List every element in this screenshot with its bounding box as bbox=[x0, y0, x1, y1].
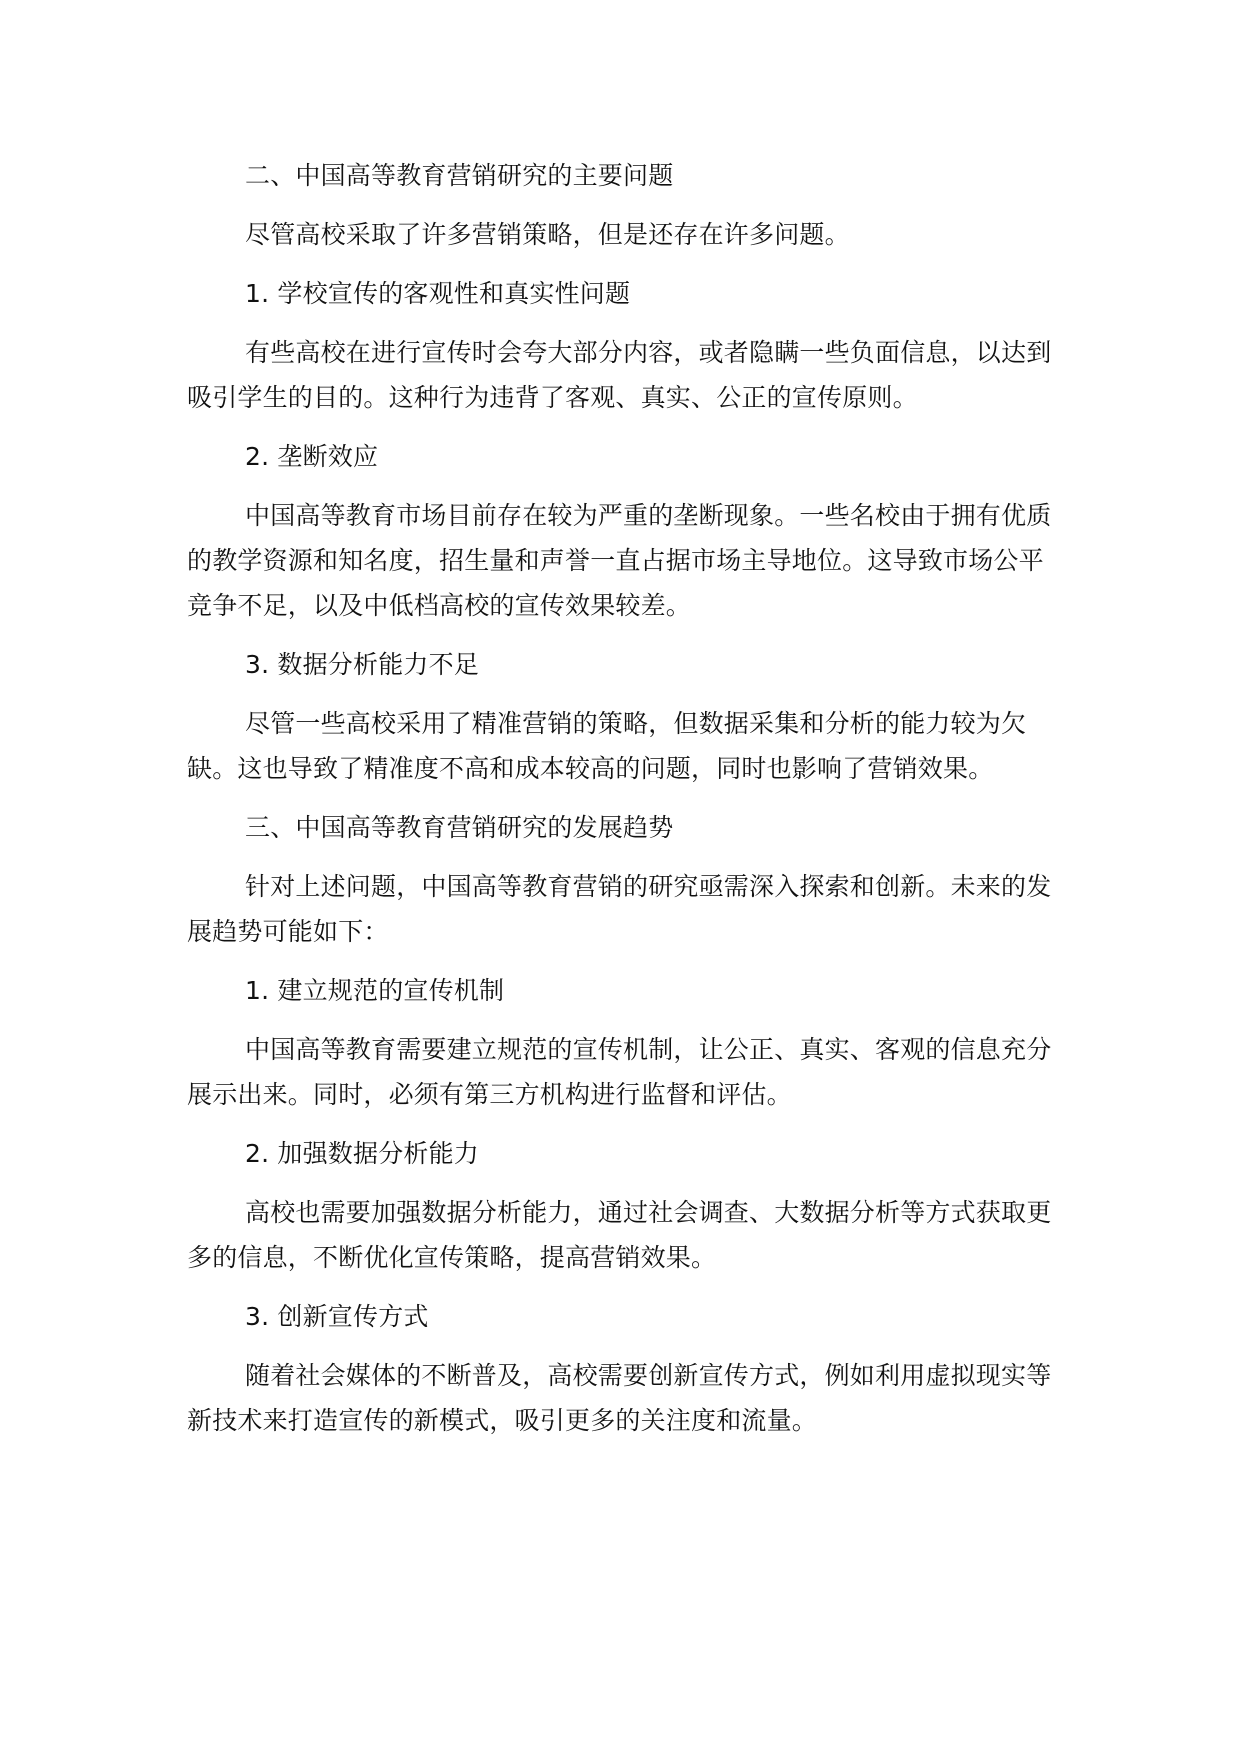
paragraph-objectivity-authenticity: 有些高校在进行宣传时会夸大部分内容，或者隐瞒一些负面信息，以达到吸引学生的目的。这种行为违背了客观、真实、公正的宣传原则。 bbox=[187, 338, 1052, 412]
subheading-objectivity-authenticity: 1. 学校宣传的客观性和真实性问题 bbox=[245, 279, 631, 308]
subheading-data-analysis-weakness: 3. 数据分析能力不足 bbox=[245, 650, 480, 679]
section-heading-main-problems: 二、中国高等教育营销研究的主要问题 bbox=[245, 161, 674, 190]
document-content bbox=[187, 153, 1067, 1457]
paragraph-innovative-promotion: 随着社会媒体的不断普及，高校需要创新宣传方式，例如利用虚拟现实等新技术来打造宣传的新模式，吸引更多的关注度和流量。 bbox=[187, 1361, 1052, 1435]
paragraph-intro-problems: 尽管高校采取了许多营销策略，但是还存在许多问题。 bbox=[245, 220, 850, 249]
subheading-innovative-promotion: 3. 创新宣传方式 bbox=[245, 1302, 429, 1331]
section-heading-development-trends: 三、中国高等教育营销研究的发展趋势 bbox=[245, 813, 674, 842]
paragraph-development-trends: 针对上述问题，中国高等教育营销的研究亟需深入探索和创新。未来的发展趋势可能如下： bbox=[187, 872, 1052, 946]
subheading-strengthen-data-analysis: 2. 加强数据分析能力 bbox=[245, 1139, 480, 1168]
paragraph-strengthen-data-analysis: 高校也需要加强数据分析能力，通过社会调查、大数据分析等方式获取更多的信息，不断优化宣传策略，提高营销效果。 bbox=[187, 1198, 1052, 1272]
paragraph-standard-promotion-mechanism: 中国高等教育需要建立规范的宣传机制，让公正、真实、客观的信息充分展示出来。同时，必须有第三方机构进行监督和评估。 bbox=[187, 1035, 1052, 1109]
subheading-monopoly-effect: 2. 垄断效应 bbox=[245, 442, 379, 471]
paragraph-data-analysis-weakness: 尽管一些高校采用了精准营销的策略，但数据采集和分析的能力较为欠缺。这也导致了精准度不高和成本较高的问题，同时也影响了营销效果。 bbox=[187, 709, 1027, 783]
subheading-standard-promotion-mechanism: 1. 建立规范的宣传机制 bbox=[245, 976, 505, 1005]
paragraph-monopoly-effect: 中国高等教育市场目前存在较为严重的垄断现象。一些名校由于拥有优质的教学资源和知名度，招生量和声誉一直占据市场主导地位。这导致市场公平竞争不足，以及中低档高校的宣传效果较差。 bbox=[187, 501, 1052, 620]
